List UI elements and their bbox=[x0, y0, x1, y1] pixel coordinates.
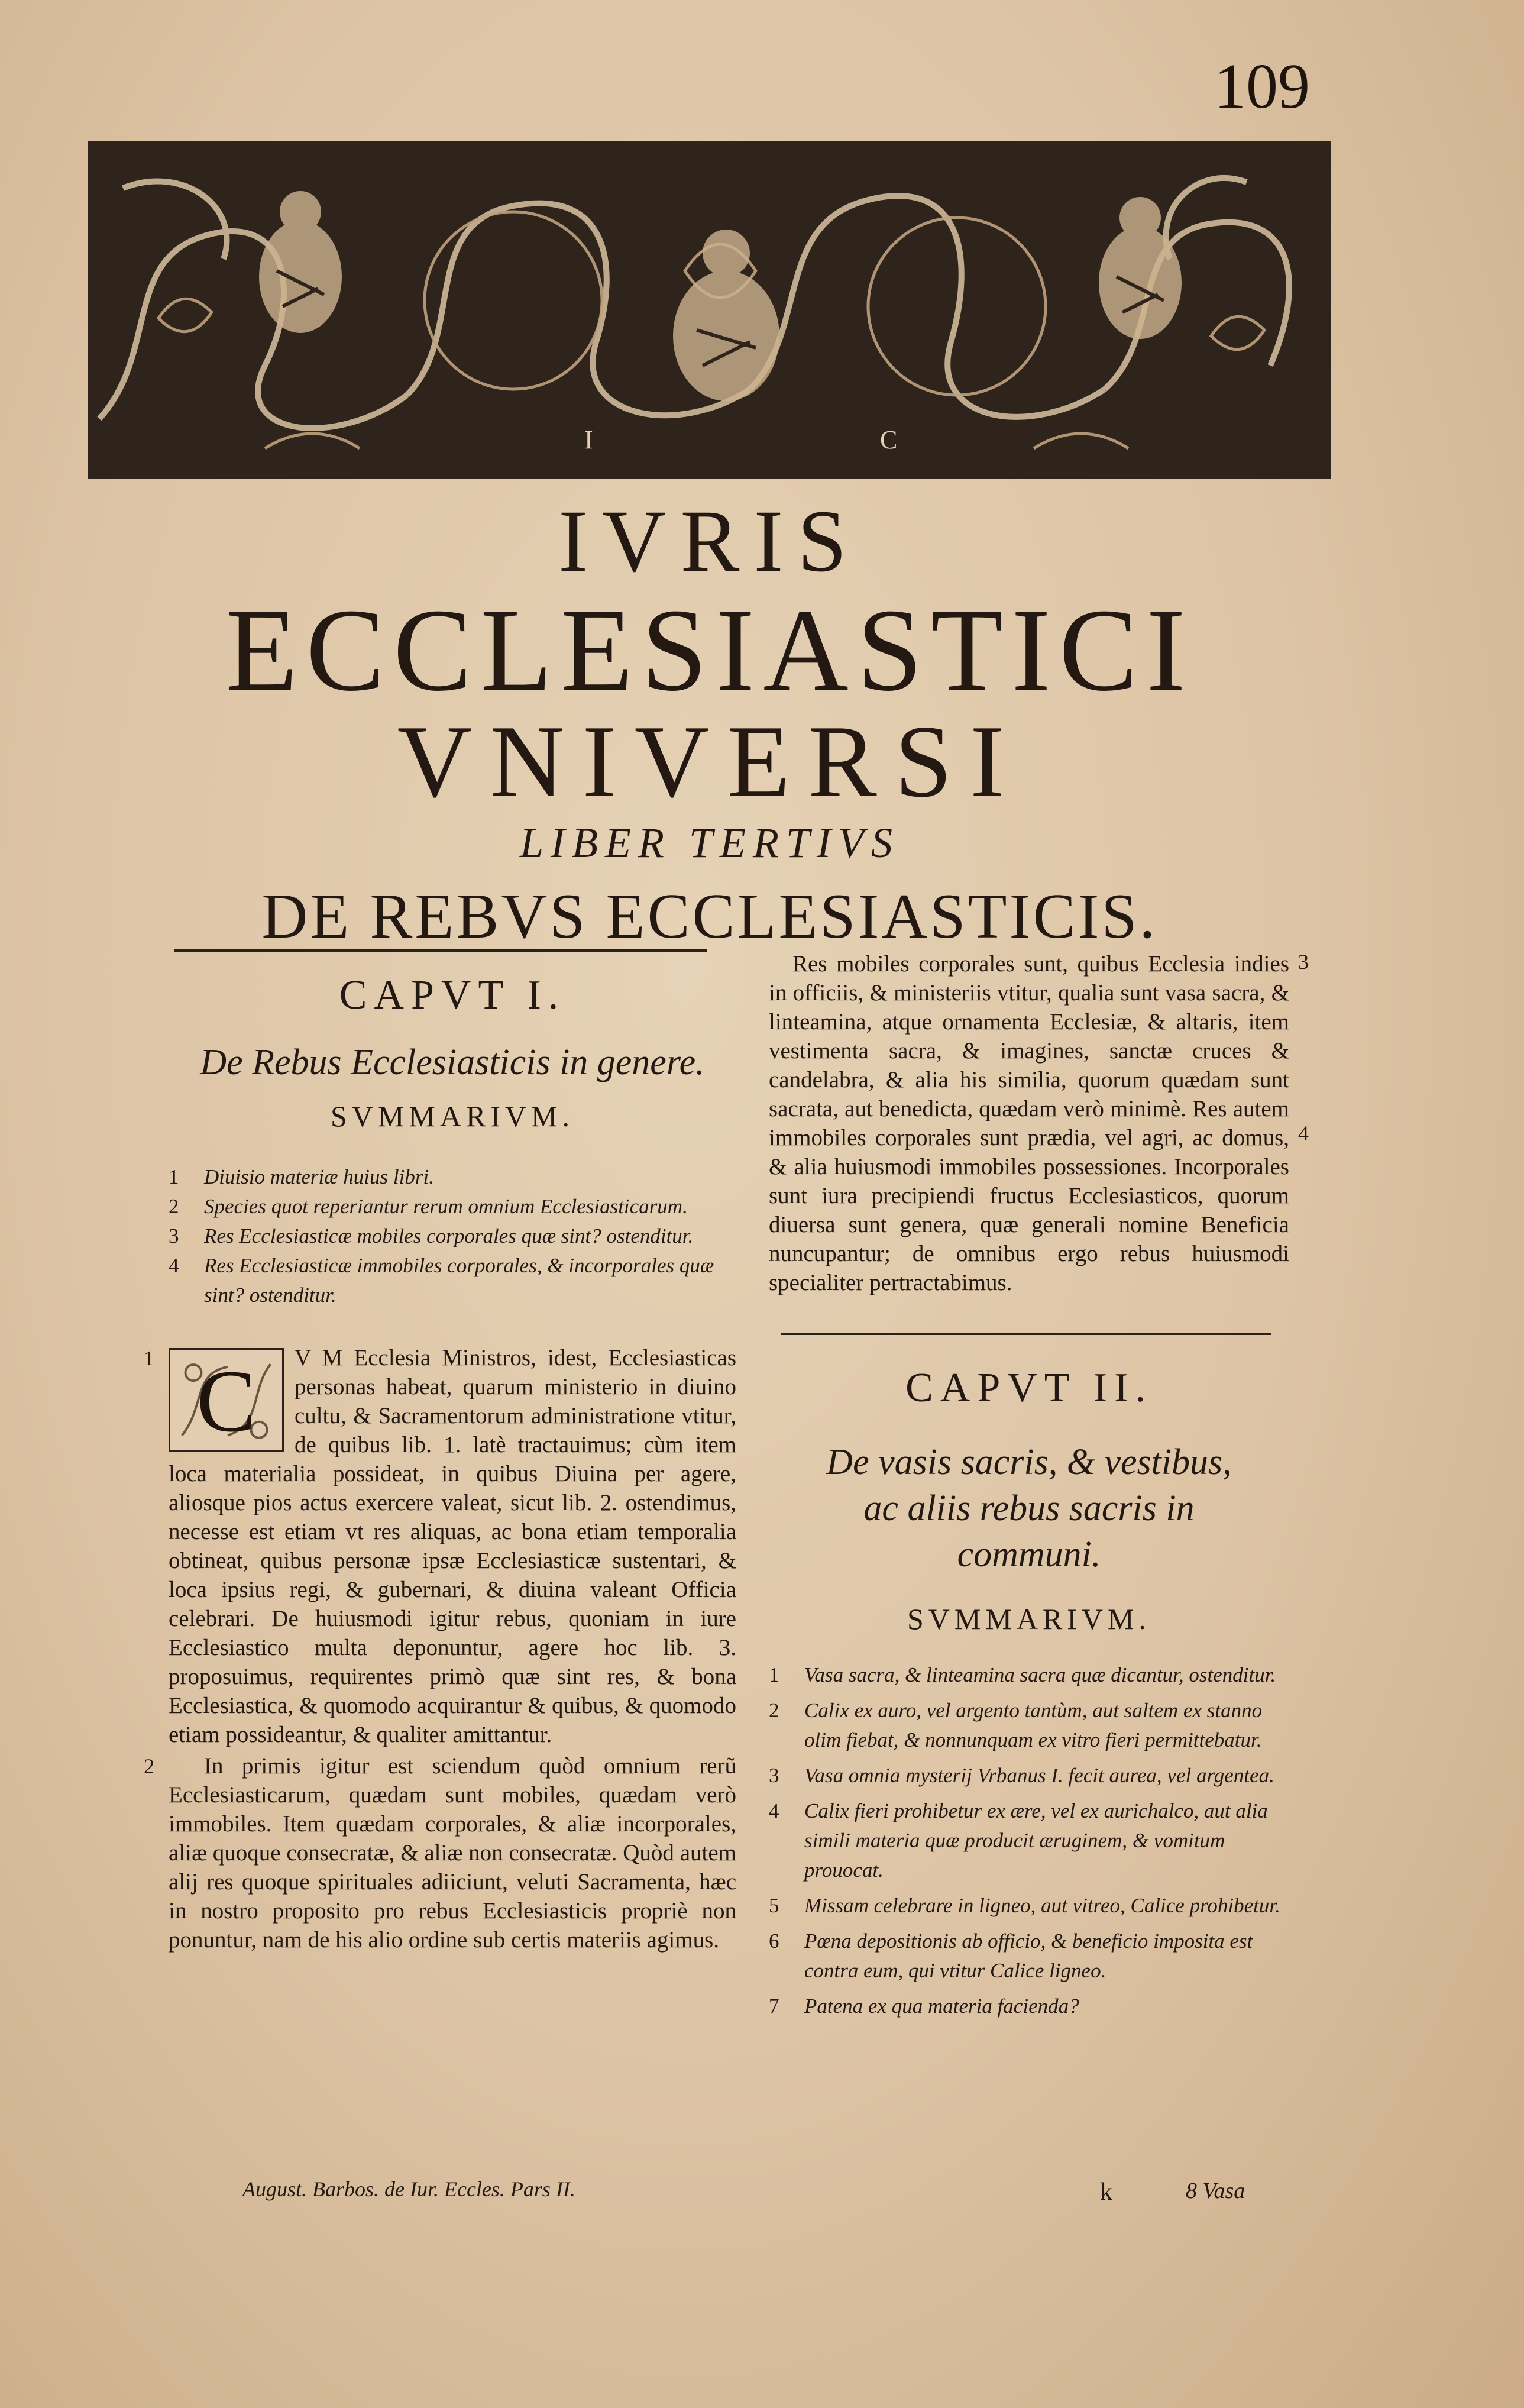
catchword-number: 8 bbox=[1186, 2178, 1197, 2203]
chapter-1-paragraph-1-text: V M Ecclesia Ministros, idest, Ecclesiasticas personas habeat, quarum ministerio in diuino cultu, & Sacramentorum administratione vtitur, de quibus lib. 1. latè tractauimus; cùm item loca materialia possideat, in quibus Diuina per agere, aliosque pios actus exercere valeat, sicut lib. 2. ostendimus, necesse est etiam vt res aliquas, ac bona etiam temporalia obtineat, quibus personæ ipsæ Ecclesiasticæ sustentari, & loca ipsius regi, & gubernari, & diuina valeant Officia celebrari. De huiusmodi igitur rebus, quoniam in iure Ecclesiastico multa deponuntur, agere hoc lib. 3. proposuimus, requirentes primò quæ sint res, & bona Ecclesiastica, & quomodo acquirantur & quibus, & quomodo etiam possideantur, & qualiter amittantur. bbox=[169, 1345, 736, 1747]
margin-number-3: 3 bbox=[1298, 950, 1309, 974]
divider-rule bbox=[781, 1333, 1271, 1335]
summary-number: 6 bbox=[769, 1929, 779, 1953]
title-line-iuris: IVRIS bbox=[558, 492, 861, 590]
summary-number: 4 bbox=[769, 1799, 779, 1822]
summary-text: Pœna depositionis ab officio, & beneficio imposita est contra eum, qui vtitur Calice ligneo. bbox=[804, 1929, 1253, 1982]
left-column bbox=[144, 949, 736, 2233]
chapter-1-paragraph-2-wrap bbox=[144, 1751, 736, 1954]
summary-number: 1 bbox=[169, 1165, 179, 1188]
summary-number: 1 bbox=[769, 1663, 779, 1686]
summary-text: Res Ecclesiasticæ mobiles corporales quæ sint? ostenditur. bbox=[204, 1224, 694, 1247]
book-title bbox=[118, 492, 1301, 952]
summary-item bbox=[169, 1162, 736, 1192]
chapter-1-heading: CAPVT I. bbox=[339, 972, 566, 1018]
title-line-ecclesiastici: ECCLESIASTICI bbox=[225, 585, 1194, 716]
chapter-2-summary-list bbox=[769, 1660, 1289, 2021]
summary-item bbox=[769, 1992, 1289, 2021]
summary-number: 3 bbox=[769, 1764, 779, 1787]
chapter-2-subtitle-line-2: ac aliis rebus sacris in bbox=[863, 1488, 1195, 1528]
summary-number: 7 bbox=[769, 1995, 779, 2018]
chapter-2-summarium-label: SVMMARIVM. bbox=[907, 1602, 1151, 1635]
title-line-de-rebus: DE REBVS ECCLESIASTICIS. bbox=[261, 881, 1158, 952]
footer-signature: August. Barbos. de Iur. Eccles. Pars II. bbox=[242, 2177, 575, 2201]
summary-text: Vasa omnia mysterij Vrbanus I. fecit aurea, vel argentea. bbox=[804, 1764, 1274, 1787]
title-line-vniversi: VNIVERSI bbox=[397, 704, 1023, 819]
chapter-1-summary-list bbox=[169, 1162, 736, 1310]
bleed-through-text bbox=[195, 41, 1082, 106]
summary-text: Patena ex qua materia facienda? bbox=[804, 1995, 1079, 2018]
summary-item bbox=[769, 1761, 1289, 1790]
summary-number: 5 bbox=[769, 1894, 779, 1917]
summary-text: Diuisio materiæ huius libri. bbox=[204, 1165, 434, 1188]
ornament-scroll-icon bbox=[88, 141, 1331, 479]
summary-number: 4 bbox=[169, 1254, 179, 1277]
chapter-2-subtitle bbox=[769, 1439, 1289, 1578]
margin-number-1: 1 bbox=[144, 1346, 154, 1370]
summary-item bbox=[169, 1192, 736, 1221]
summary-text: Calix ex auro, vel argento tantùm, aut saltem ex stanno olim fiebat, & nonnunquam ex vitro fieri permittebatur. bbox=[804, 1699, 1263, 1751]
summary-text: Missam celebrare in ligneo, aut vitreo, Calice prohibetur. bbox=[804, 1894, 1280, 1917]
summary-item bbox=[169, 1221, 736, 1251]
chapter-1-paragraph-3: Res mobiles corporales sunt, quibus Ecclesia indies in officiis, & ministeriis vtitur, qualia sunt vasa sacra, & linteamina, atque ornamenta Ecclesiæ, & altaris, item vestimenta sacra, & imagines, sanctæ cruces & candelabra, & alia his similia, quorum quædam sunt sacrata, aut benedicta, quædam verò minimè. Res autem immobiles corporales sunt prædia, vel agri, ac domus, & alia huiusmodi immobiles possessiones. Incorporales sunt iura precipiendi fructus Ecclesiasticos, quorum diuersa sunt genera, quæ generali nomine Beneficia nuncupantur; de omnibus ergo rebus huiusmodi specialiter pertractabimus. bbox=[769, 951, 1289, 1295]
chapter-1-summarium-label: SVMMARIVM. bbox=[330, 1100, 574, 1133]
woodcut-ornament-banner bbox=[88, 141, 1331, 479]
summary-text: Calix fieri prohibetur ex ære, vel ex aurichalco, aut alia simili materia quæ producit æruginem, & vomitum prouocat. bbox=[804, 1799, 1268, 1882]
divider-rule bbox=[174, 949, 707, 952]
signature-mark: k bbox=[1100, 2178, 1112, 2206]
summary-number: 2 bbox=[769, 1699, 779, 1722]
right-column bbox=[769, 949, 1309, 2233]
chapter-1-paragraph-2: In primis igitur est sciendum quòd omnium rerũ Ecclesiasticarum, quædam sunt mobiles, quædam verò immobiles. Item quædam corporales, & aliæ incorporales, aliæ quoque consecratæ, & aliæ non consecratæ. Quòd autem alij res quoque spirituales adiiciunt, veluti Sacramenta, hæc in nostro proposito pro rebus Ecclesiasticis propriè non ponuntur, nam de his alio ordine sub certis materiis agimus. bbox=[169, 1753, 736, 1953]
summary-item bbox=[769, 1891, 1289, 1921]
initial-letter: C bbox=[196, 1352, 256, 1450]
summary-number: 3 bbox=[169, 1224, 179, 1247]
chapter-1-continuation bbox=[769, 949, 1309, 1297]
chapter-1-paragraph-1 bbox=[169, 1343, 736, 1749]
decorated-initial-c bbox=[169, 1348, 284, 1452]
summary-text: Vasa sacra, & linteamina sacra quæ dicantur, ostenditur. bbox=[804, 1663, 1276, 1686]
ornament-letter-i: I bbox=[584, 425, 593, 454]
chapter-2-subtitle-line-3: communi. bbox=[957, 1534, 1101, 1575]
ornament-letter-c: C bbox=[880, 425, 898, 454]
summary-item bbox=[769, 1696, 1289, 1755]
summary-number: 2 bbox=[169, 1195, 179, 1218]
summary-item bbox=[169, 1251, 736, 1310]
summary-item bbox=[769, 1796, 1289, 1885]
summary-item bbox=[769, 1660, 1289, 1690]
summary-text: Species quot reperiantur rerum omnium Ecclesiasticarum. bbox=[204, 1195, 688, 1218]
margin-number-4: 4 bbox=[1298, 1121, 1309, 1145]
catchword-text: Vasa bbox=[1202, 2178, 1245, 2203]
chapter-1-subtitle: De Rebus Ecclesiasticis in genere. bbox=[200, 1042, 705, 1082]
chapter-2-heading: CAPVT II. bbox=[905, 1365, 1153, 1411]
chapter-2-subtitle-line-1: De vasis sacris, & vestibus, bbox=[826, 1442, 1232, 1482]
margin-number-2: 2 bbox=[144, 1754, 154, 1778]
title-line-liber-tertius: LIBER TERTIVS bbox=[520, 819, 899, 867]
summary-item bbox=[769, 1927, 1289, 1986]
summary-text: Res Ecclesiasticæ immobiles corporales, & incorporales quæ sint? ostenditur. bbox=[204, 1254, 714, 1307]
catchword bbox=[1186, 2178, 1292, 2213]
page-number: 109 bbox=[1214, 51, 1310, 122]
chapter-1-body bbox=[144, 1343, 736, 1954]
